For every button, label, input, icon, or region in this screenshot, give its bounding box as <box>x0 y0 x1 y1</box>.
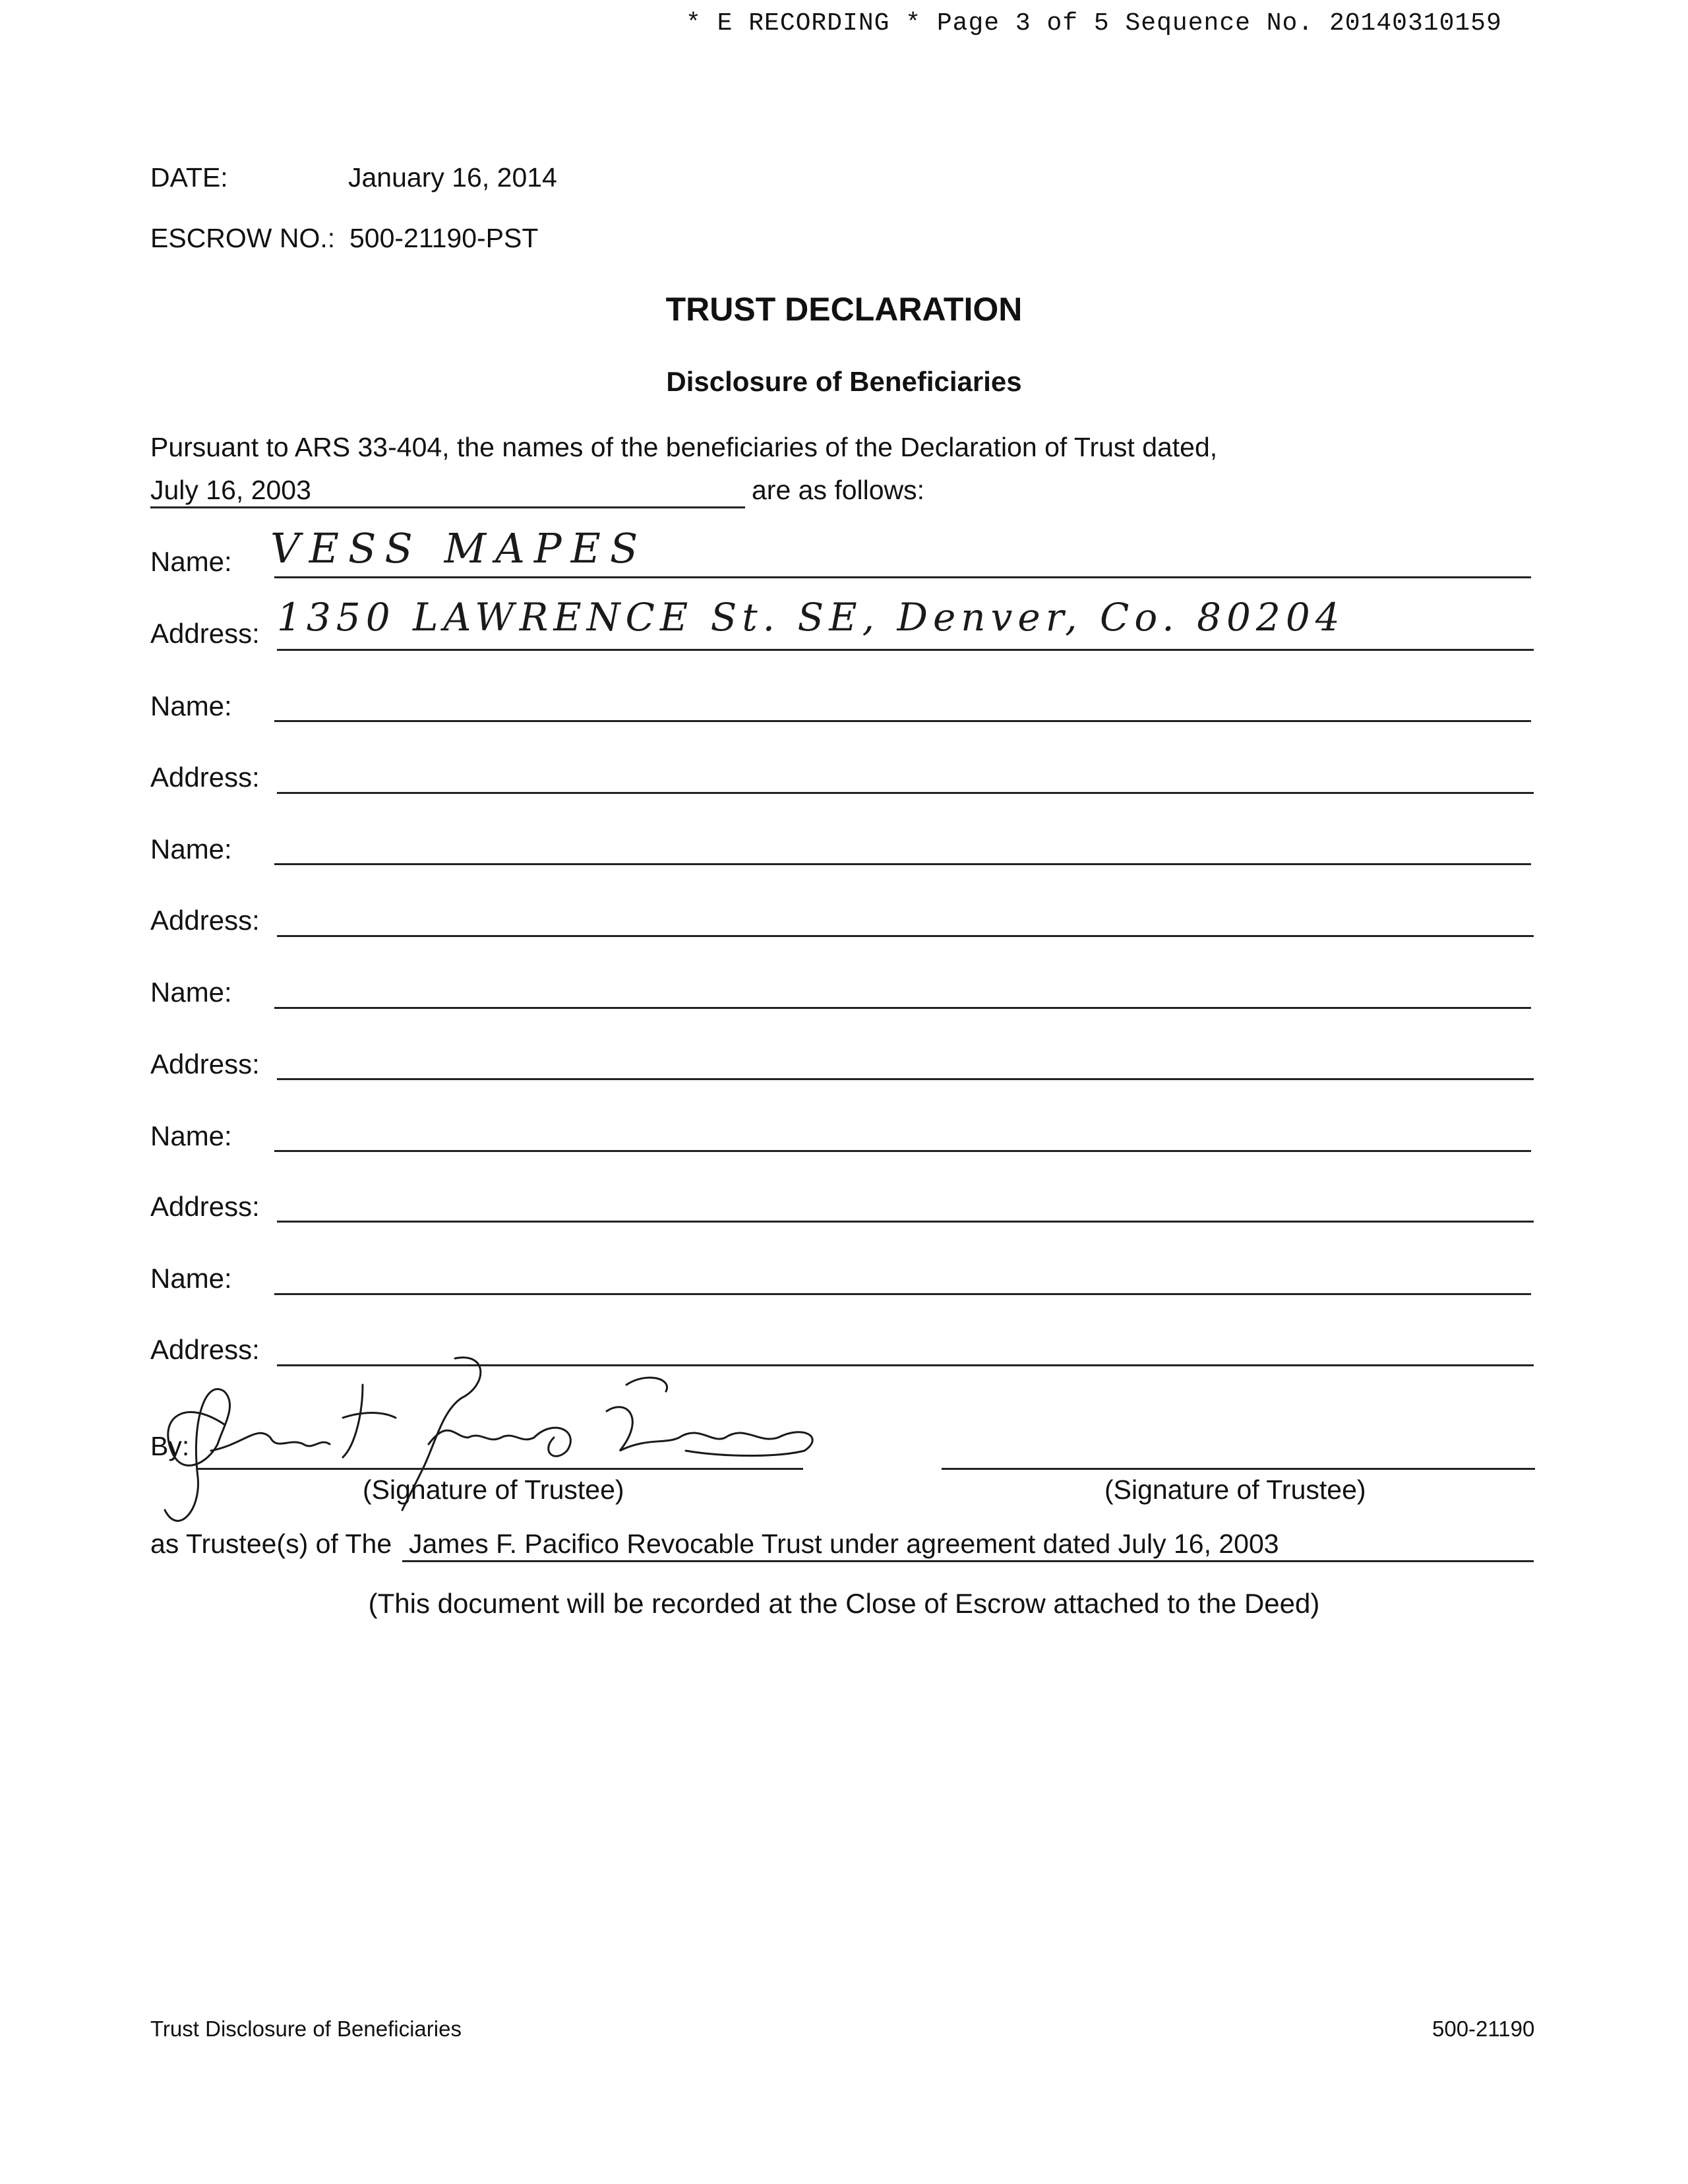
address-line <box>277 935 1534 937</box>
footer-escrow-number: 500-21190 <box>1432 2017 1535 2041</box>
name-line <box>274 1007 1531 1009</box>
recording-note: (This document will be recorded at the Close of Escrow attached to the Deed) <box>368 1588 1320 1619</box>
address-label: Address: <box>150 1191 260 1222</box>
intro-suffix: are as follows: <box>752 475 925 505</box>
name-line <box>274 1293 1531 1295</box>
signature-line-left <box>198 1468 803 1470</box>
address-line <box>277 792 1534 794</box>
signature-caption-right: (Signature of Trustee) <box>1104 1474 1366 1505</box>
name-line <box>274 1150 1531 1152</box>
address-label: Address: <box>150 905 260 936</box>
trustee-signature <box>145 1345 857 1543</box>
address-label: Address: <box>150 1048 260 1079</box>
address-line <box>277 1078 1534 1080</box>
address-label: Address: <box>150 762 260 793</box>
intro-dated-line <box>150 506 745 508</box>
trust-name: James F. Pacifico Revocable Trust under agreement dated July 16, 2003 <box>409 1529 1279 1559</box>
name-line <box>274 720 1531 722</box>
address-line <box>277 649 1534 651</box>
by-label: By: <box>150 1431 190 1461</box>
name-label: Name: <box>150 977 232 1008</box>
document-subtitle: Disclosure of Beneficiaries <box>666 366 1022 397</box>
name-line <box>274 576 1531 578</box>
signature-text: James F. Pacifico, Trustee <box>152 1371 167 1372</box>
footer-title: Trust Disclosure of Beneficiaries <box>150 2017 462 2041</box>
intro-text: Pursuant to ARS 33-404, the names of the beneficiaries of the Declaration of Trust dated, <box>150 432 1218 462</box>
address-label: Address: <box>150 1334 260 1365</box>
date-value: January 16, 2014 <box>348 162 557 193</box>
signature-caption-left: (Signature of Trustee) <box>363 1474 624 1505</box>
signature-line-right <box>942 1468 1535 1470</box>
name-line <box>274 863 1531 865</box>
name-label: Name: <box>150 546 232 577</box>
name-label: Name: <box>150 1120 232 1151</box>
document-title: TRUST DECLARATION <box>665 291 1023 328</box>
escrow-label: ESCROW NO.: <box>150 223 336 253</box>
escrow-value: 500-21190-PST <box>349 223 539 253</box>
beneficiary-name-handwritten: VESS MAPES <box>270 524 648 572</box>
beneficiary-address-handwritten: 1350 LAWRENCE St. SE, Denver, Co. 80204 <box>277 595 1345 640</box>
recording-header: * E RECORDING * Page 3 of 5 Sequence No. 20140310159 <box>686 9 1502 38</box>
address-line <box>277 1221 1534 1223</box>
name-label: Name: <box>150 690 232 721</box>
trust-name-line <box>402 1560 1534 1562</box>
intro-dated-value: July 16, 2003 <box>150 475 311 505</box>
address-label: Address: <box>150 618 260 649</box>
date-label: DATE: <box>150 162 228 193</box>
trustee-prefix: as Trustee(s) of The <box>150 1529 392 1559</box>
name-label: Name: <box>150 1263 232 1294</box>
name-label: Name: <box>150 834 232 864</box>
